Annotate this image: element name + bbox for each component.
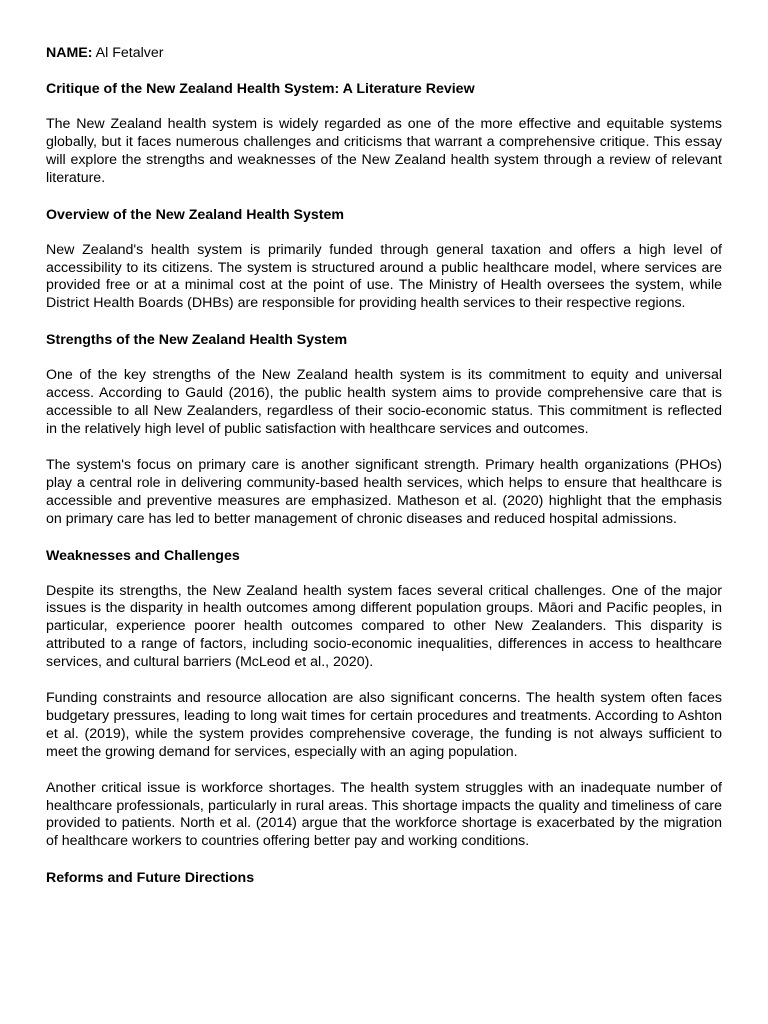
- weaknesses-paragraph-1: Despite its strengths, the New Zealand health system faces several critical challenges. One of the major issues is the disparity in health outcomes among different population groups. Māori and Pacific peoples, in particular, experience poorer health outcomes compared to other New Zealanders. This disparity is attributed to a range of factors, including socio-economic inequalities, differences in access to healthcare services, and cultural barriers (McLeod et al., 2020).: [46, 582, 722, 671]
- weaknesses-paragraph-2: Funding constraints and resource allocation are also significant concerns. The health system often faces budgetary pressures, leading to long wait times for certain procedures and treatments. According to Ashton et al. (2019), while the system provides comprehensive coverage, the funding is not always sufficient to meet the growing demand for services, especially with an aging population.: [46, 690, 722, 760]
- weaknesses-paragraph-3: Another critical issue is workforce shortages. The health system struggles with an inadequate number of healthcare professionals, particularly in rural areas. This shortage impacts the quality and timeliness of care provided to patients. North et al. (2014) argue that the workforce shortage is exacerbated by the migration of healthcare workers to countries offering better pay and working conditions.: [46, 779, 722, 850]
- document-page: [46, 44, 722, 905]
- overview-paragraph: New Zealand's health system is primarily funded through general taxation and offers a high level of accessibility to its citizens. The system is structured around a public healthcare model, where services are provided free or at a minimal cost at the point of use. The Ministry of Health oversees the system, while District Health Boards (DHBs) are responsible for providing health services to their respective regions.: [46, 241, 722, 312]
- document-title: Critique of the New Zealand Health System: A Literature Review: [46, 81, 475, 97]
- section-heading-weaknesses: Weaknesses and Challenges: [46, 547, 240, 564]
- strengths-paragraph-1: One of the key strengths of the New Zealand health system is its commitment to equity and universal access. According to Gauld (2016), the public health system aims to provide comprehensive care that is accessible to all New Zealanders, regardless of their socio-economic status. This commitment is reflected in the relatively high level of public satisfaction with healthcare services and outcomes.: [46, 367, 722, 437]
- section-heading-strengths: Strengths of the New Zealand Health System: [46, 332, 348, 349]
- author-line: [46, 44, 722, 62]
- section-heading-reforms: Reforms and Future Directions: [46, 870, 255, 887]
- intro-paragraph: The New Zealand health system is widely regarded as one of the more effective and equitable systems globally, but it faces numerous challenges and criticisms that warrant a comprehensive critique. This essay will explore the strengths and weaknesses of the New Zealand health system through a review of relevant literature.: [46, 116, 722, 186]
- section-heading-overview: Overview of the New Zealand Health System: [46, 206, 345, 223]
- name-label: NAME:: [46, 45, 93, 61]
- author-name: Al Fetalver: [95, 45, 164, 61]
- strengths-paragraph-2: The system's focus on primary care is another significant strength. Primary health organizations (PHOs) play a central role in delivering community-based health services, which helps to ensure that healthcare is accessible and preventive measures are emphasized. Matheson et al. (2020) highlight that the emphasis on primary care has led to better management of chronic diseases and reduced hospital admissions.: [46, 456, 722, 527]
